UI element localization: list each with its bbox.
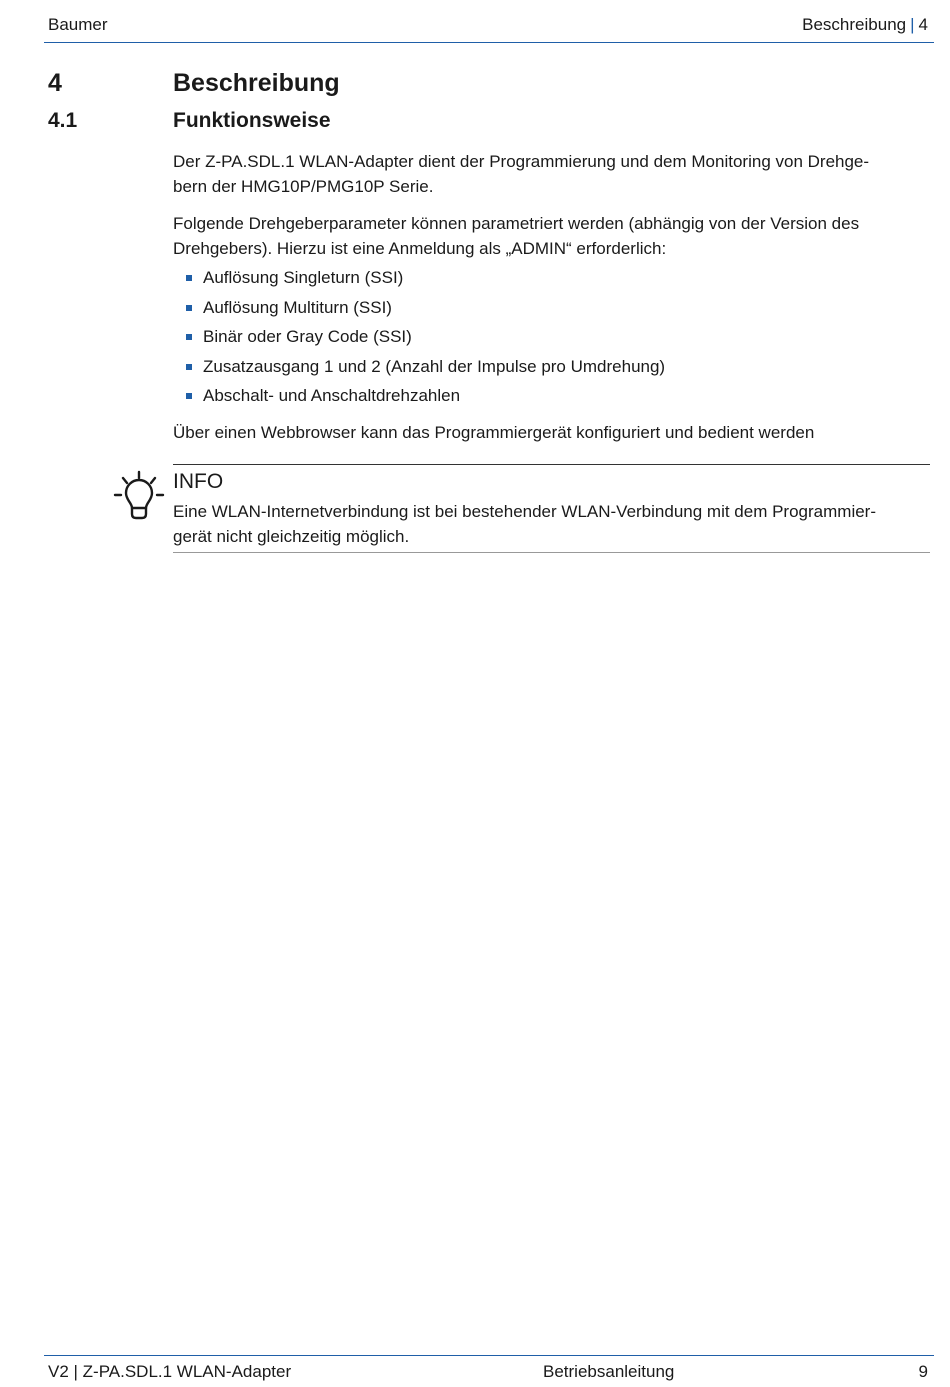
subsection-title: Funktionsweise xyxy=(173,109,331,132)
bullet-square-icon xyxy=(186,393,192,399)
info-bottom-rule xyxy=(173,552,930,553)
footer-document-version: V2 | Z-PA.SDL.1 WLAN-Adapter xyxy=(48,1362,292,1381)
parameters-line-2: Drehgebers). Hierzu ist eine Anmeldung als „ADMIN“ erforderlich: xyxy=(173,239,667,258)
footer-page-number: 9 xyxy=(918,1362,928,1381)
list-item-text: Zusatzausgang 1 und 2 (Anzahl der Impulse pro Umdrehung) xyxy=(203,356,666,376)
footer-rule xyxy=(44,1355,934,1356)
parameters-paragraph xyxy=(173,211,913,261)
list-item xyxy=(173,322,665,352)
list-item xyxy=(173,352,665,382)
lightbulb-icon xyxy=(112,468,166,524)
list-item xyxy=(173,381,665,411)
info-line-1: Eine WLAN-Internetverbindung ist bei bestehender WLAN-Verbindung mit dem Programmier- xyxy=(173,502,876,521)
intro-paragraph xyxy=(173,149,913,199)
footer-document-type: Betriebsanleitung xyxy=(543,1362,675,1381)
section-number: 4 xyxy=(48,69,62,97)
info-top-rule xyxy=(173,464,930,465)
section-title: Beschreibung xyxy=(173,69,340,97)
info-line-2: gerät nicht gleichzeitig möglich. xyxy=(173,527,410,546)
header-brand: Baumer xyxy=(48,15,108,34)
intro-line-2: bern der HMG10P/PMG10P Serie. xyxy=(173,177,434,196)
list-item-text: Abschalt- und Anschaltdrehzahlen xyxy=(203,386,461,406)
header-rule xyxy=(44,42,934,43)
bullet-square-icon xyxy=(186,275,192,281)
bullet-square-icon xyxy=(186,364,192,370)
list-item xyxy=(173,263,665,293)
header-chapter-number: 4 xyxy=(918,15,928,34)
list-item-text: Auflösung Singleturn (SSI) xyxy=(203,268,404,287)
header-chapter xyxy=(802,15,928,35)
header-chapter-title: Beschreibung xyxy=(802,15,907,34)
bullet-square-icon xyxy=(186,305,192,311)
parameter-list xyxy=(173,263,665,411)
parameters-line-1: Folgende Drehgeberparameter können parametriert werden (abhängig von der Version des xyxy=(173,214,860,233)
list-item-text: Auflösung Multiturn (SSI) xyxy=(203,297,392,317)
subsection-number: 4.1 xyxy=(48,109,78,132)
closing-paragraph: Über einen Webbrowser kann das Programmiergerät konfiguriert und bedient werden xyxy=(173,423,815,442)
bullet-square-icon xyxy=(186,334,192,340)
list-item xyxy=(173,293,665,323)
info-title: INFO xyxy=(173,470,224,493)
header-separator: | xyxy=(910,15,915,34)
info-text xyxy=(173,499,913,549)
list-item-text: Binär oder Gray Code (SSI) xyxy=(203,327,412,347)
intro-line-1: Der Z-PA.SDL.1 WLAN-Adapter dient der Programmierung und dem Monitoring von Drehge- xyxy=(173,152,870,171)
